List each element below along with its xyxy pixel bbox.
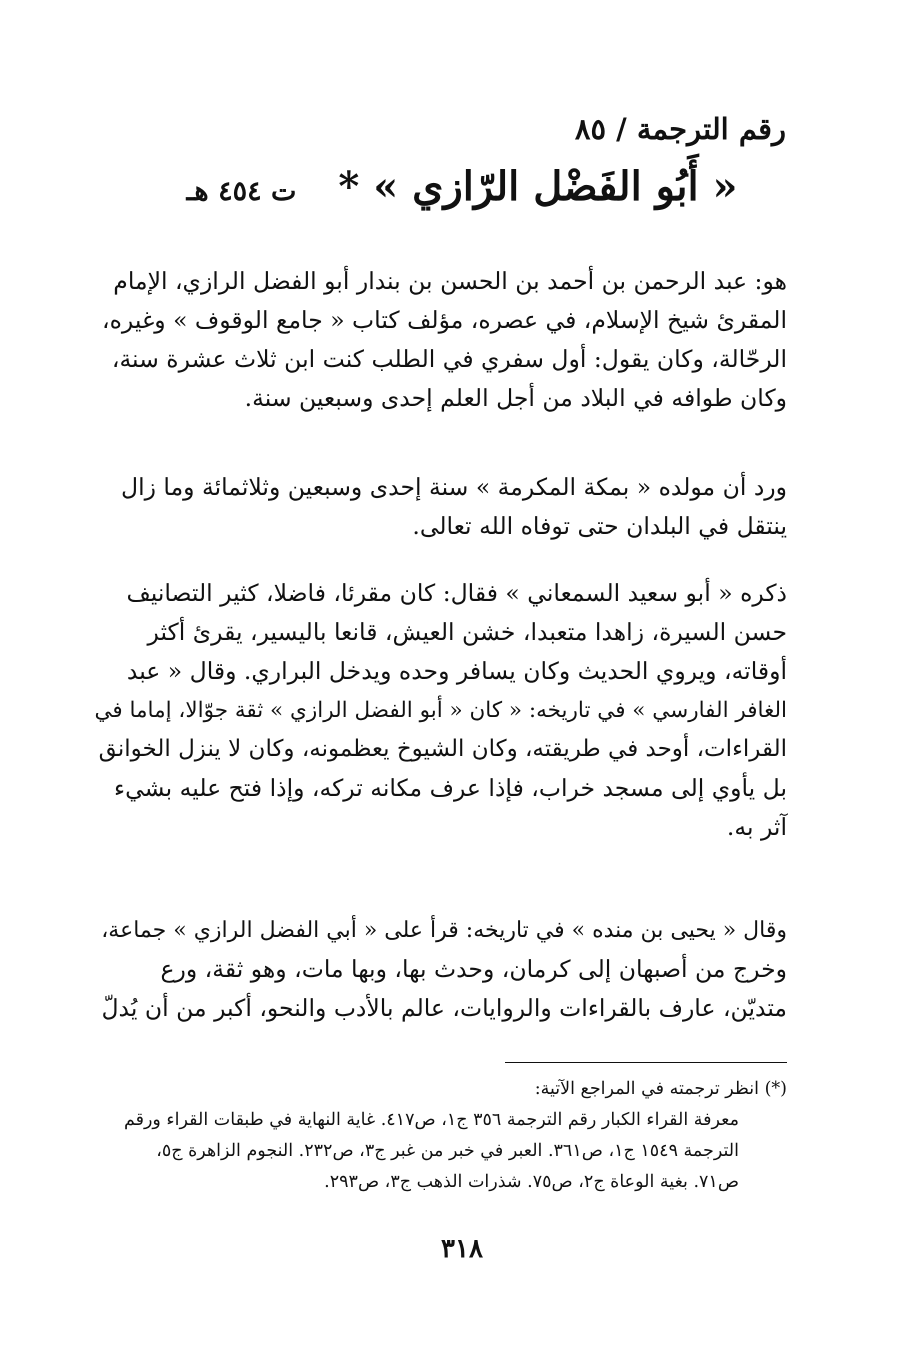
- footnote-line: الترجمة ١٥٤٩ ج١، ص٣٦١. العبر في خبر من غبر ج٣، ص٢٣٢. النجوم الزاهرة ج٥،: [156, 1141, 739, 1161]
- footnote-line: ص٧١. بغية الوعاة ج٢، ص٧٥. شذرات الذهب ج٣، ص٢٩٣.: [324, 1172, 739, 1192]
- text-line: ذكره « أبو سعيد السمعاني » فقال: كان مقرئا، فاضلا، كثير التصانيف: [126, 579, 787, 607]
- footnotes: [92, 1074, 787, 1198]
- biography-title: « أَبُو الفَضْل الرّازي » *: [338, 163, 738, 210]
- paragraph-2: [92, 468, 787, 546]
- entry-number: رقم الترجمة / ٨٥: [574, 112, 786, 146]
- text-line: حسن السيرة، زاهدا متعبدا، خشن العيش، قانعا باليسير، يقرئ أكثر: [147, 618, 787, 646]
- text-line: ورد أن مولده « بمكة المكرمة » سنة إحدى وسبعين وثلاثمائة وما زال: [121, 473, 787, 501]
- text-line: ينتقل في البلدان حتى توفاه الله تعالى.: [412, 512, 787, 540]
- death-date: ت ٤٥٤ هـ: [186, 176, 297, 207]
- text-line: هو: عبد الرحمن بن أحمد بن الحسن بن بندار أبو الفضل الرازي، الإمام: [113, 267, 787, 295]
- footnote-divider: [505, 1062, 787, 1063]
- text-line: وقال « يحيى بن منده » في تاريخه: قرأ على « أبي الفضل الرازي » جماعة،: [101, 918, 787, 943]
- title-row: [150, 163, 774, 223]
- footnote-line: معرفة القراء الكبار رقم الترجمة ٣٥٦ ج١، ص٤١٧. غاية النهاية في طبقات القراء ورقم: [123, 1110, 739, 1130]
- footnote-line: (*) انظر ترجمته في المراجع الآتية:: [534, 1079, 787, 1099]
- text-line: القراءات، أوحد في طريقته، وكان الشيوخ يعظمونه، وكان لا ينزل الخوانق: [98, 736, 787, 762]
- text-line: المقرئ شيخ الإسلام، في عصره، مؤلف كتاب « جامع الوقوف » وغيره،: [102, 306, 787, 334]
- text-line: الرحّالة، وكان يقول: أول سفري في الطلب كنت ابن ثلاث عشرة سنة،: [111, 345, 787, 373]
- page-number: ٣١٨: [441, 1234, 483, 1264]
- text-line: آثر به.: [726, 813, 787, 841]
- paragraph-3: [92, 574, 787, 847]
- text-line: وخرج من أصبهان إلى كرمان، وحدث بها، وبها مات، وهو ثقة، ورع: [160, 955, 787, 983]
- text-line: أوقاته، ويروي الحديث وكان يسافر وحده ويدخل البراري. وقال « عبد: [126, 657, 787, 685]
- text-line: الغافر الفارسي » في تاريخه: « كان « أبو الفضل الرازي » ثقة جوّالا، إماما في: [94, 698, 787, 723]
- text-line: وكان طوافه في البلاد من أجل العلم إحدى وسبعين سنة.: [244, 384, 787, 412]
- paragraph-4: [92, 911, 787, 1028]
- text-line: بل يأوي إلى مسجد خراب، فإذا عرف مكانه تركه، وإذا فتح عليه بشيء: [114, 774, 787, 802]
- paragraph-1: [92, 262, 787, 418]
- text-line: متديّن، عارف بالقراءات والروايات، عالم بالأدب والنحو، أكبر من أن يُدلّ: [101, 994, 787, 1022]
